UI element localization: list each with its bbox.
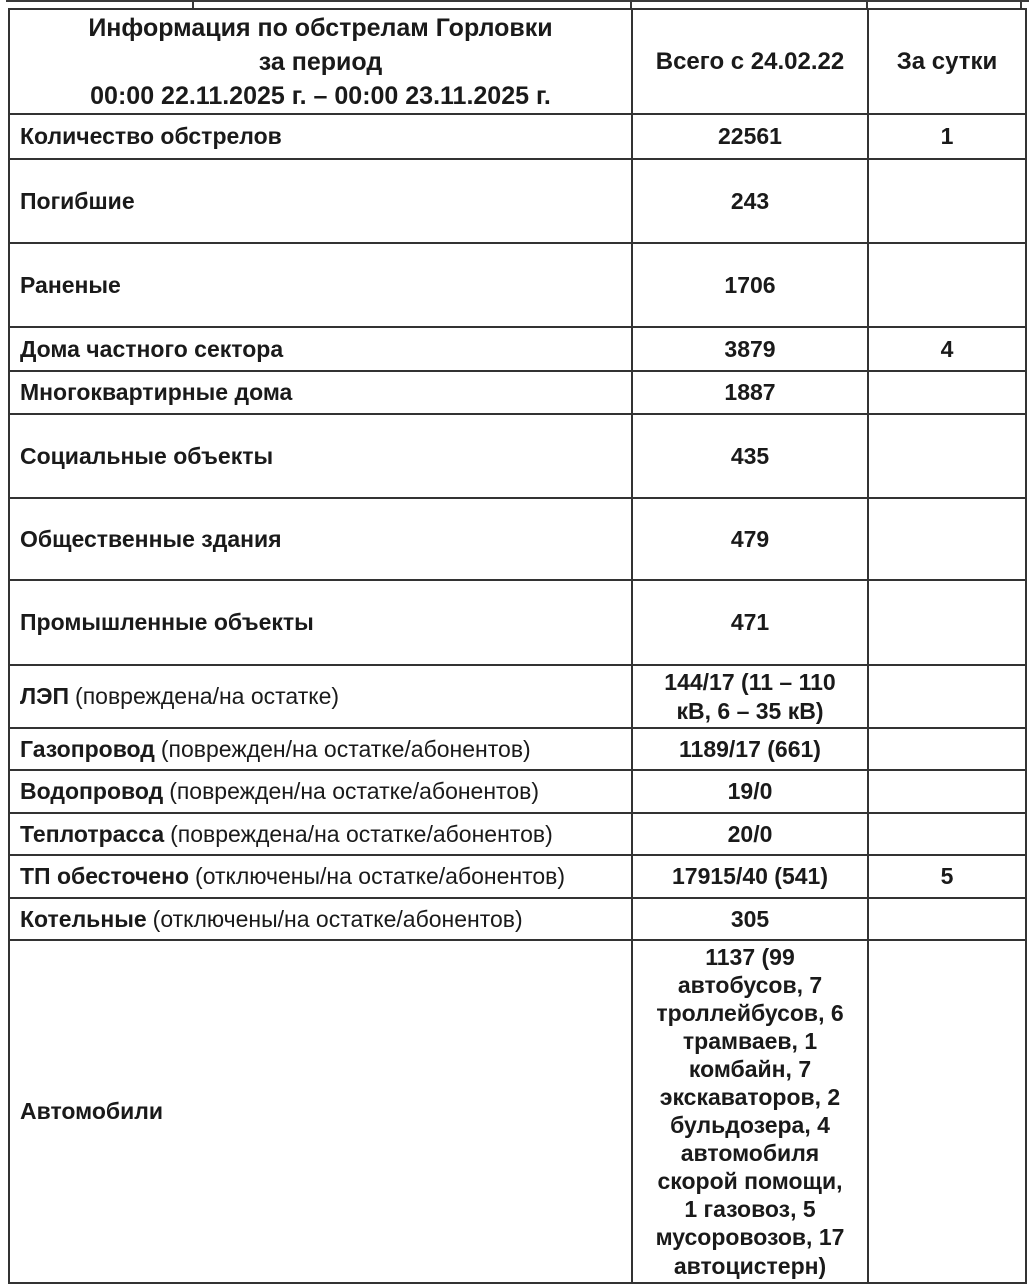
row-label: Раненые	[20, 271, 121, 298]
row-total-cell	[632, 159, 868, 243]
row-total-cell	[632, 371, 868, 414]
row-daily-cell	[868, 371, 1026, 414]
row-total-cell	[632, 813, 868, 855]
row-label: ТП обесточено	[20, 863, 190, 890]
row-daily-cell: 5	[868, 855, 1026, 898]
row-total-cell	[632, 728, 868, 770]
row-label: Количество обстрелов	[20, 123, 282, 150]
table-row	[9, 940, 1026, 1283]
cropped-gridline-stub	[630, 0, 632, 8]
table-body	[9, 114, 1026, 1283]
row-total-cell	[632, 498, 868, 580]
table-row	[9, 371, 1026, 414]
row-label: Котельные	[20, 905, 147, 932]
row-label-cell	[9, 940, 632, 1283]
row-daily-cell	[868, 580, 1026, 665]
table-row	[9, 159, 1026, 243]
row-label-cell	[9, 114, 632, 159]
row-label-note: (отключены/на остатке/абонентов)	[195, 863, 566, 890]
row-total-value: 144/17 (11 – 110 кВ, 6 – 35 кВ)	[664, 669, 836, 724]
row-label: Теплотрасса	[20, 820, 165, 847]
row-label-cell	[9, 243, 632, 327]
row-label-cell	[9, 580, 632, 665]
column-header-daily: За сутки	[868, 9, 1026, 114]
row-total-value: 17915/40 (541)	[671, 863, 828, 890]
row-total-value: 305	[730, 905, 770, 932]
row-total-cell	[632, 898, 868, 940]
row-label-cell	[9, 770, 632, 813]
row-label-cell	[9, 813, 632, 855]
row-daily-cell	[868, 414, 1026, 498]
row-total-cell	[632, 327, 868, 371]
row-total-value: 243	[730, 187, 770, 214]
row-total-cell	[632, 243, 868, 327]
table-row	[9, 498, 1026, 580]
table-row	[9, 414, 1026, 498]
row-total-value: 1887	[724, 379, 776, 406]
row-total-value: 19/0	[727, 778, 773, 805]
row-label-note: (повреждена/на остатке)	[75, 683, 340, 710]
row-daily-cell	[868, 940, 1026, 1283]
row-daily-cell	[868, 813, 1026, 855]
table-title-cell	[9, 9, 632, 114]
row-label: ЛЭП	[20, 683, 70, 710]
row-label: Общественные здания	[20, 525, 282, 552]
table-row	[9, 243, 1026, 327]
table-header	[9, 9, 1026, 114]
row-label-note: (отключены/на остатке/абонентов)	[152, 905, 523, 932]
row-total-value: 3879	[724, 335, 776, 362]
table-row	[9, 770, 1026, 813]
row-daily-cell	[868, 159, 1026, 243]
row-label-cell	[9, 498, 632, 580]
row-total-cell	[632, 414, 868, 498]
row-label-cell	[9, 665, 632, 728]
row-label: Погибшие	[20, 187, 135, 214]
row-label-cell	[9, 728, 632, 770]
row-daily-cell	[868, 498, 1026, 580]
row-daily-cell	[868, 728, 1026, 770]
row-total-cell	[632, 855, 868, 898]
table-row	[9, 855, 1026, 898]
cropped-gridline-stub	[192, 0, 194, 8]
table-row	[9, 728, 1026, 770]
cropped-row-bottom-border	[6, 0, 1029, 2]
header-row	[9, 9, 1026, 114]
row-label: Газопровод	[20, 735, 155, 762]
column-header-total: Всего с 24.02.22	[632, 9, 868, 114]
row-total-cell	[632, 114, 868, 159]
row-label-cell	[9, 414, 632, 498]
row-total-cell	[632, 665, 868, 728]
row-label: Промышленные объекты	[20, 609, 314, 636]
row-label-cell	[9, 855, 632, 898]
row-label: Дома частного сектора	[20, 335, 284, 362]
table-row	[9, 114, 1026, 159]
row-total-cell	[632, 580, 868, 665]
row-daily-cell	[868, 243, 1026, 327]
row-total-value: 479	[730, 525, 770, 552]
table-row	[9, 665, 1026, 728]
row-label-note: (повреждена/на остатке/абонентов)	[170, 820, 553, 847]
row-label-cell	[9, 159, 632, 243]
table-title-line-2: за период	[258, 47, 383, 76]
row-label-cell	[9, 898, 632, 940]
row-total-value: 435	[730, 442, 770, 469]
row-total-value: 1706	[724, 271, 776, 298]
row-daily-cell	[868, 898, 1026, 940]
row-label: Водопровод	[20, 778, 164, 805]
table-row	[9, 898, 1026, 940]
row-total-cell	[632, 940, 868, 1283]
table-title-line-1: Информация по обстрелам Горловки	[88, 13, 553, 42]
shelling-report-table-container	[8, 8, 1025, 1284]
row-total-cell	[632, 770, 868, 813]
row-daily-cell: 1	[868, 114, 1026, 159]
row-daily-cell	[868, 665, 1026, 728]
cropped-gridline-stub	[866, 0, 868, 8]
row-total-value: 471	[730, 609, 770, 636]
table-row	[9, 327, 1026, 371]
row-label-note: (поврежден/на остатке/абонентов)	[160, 735, 531, 762]
row-daily-cell: 4	[868, 327, 1026, 371]
table-row	[9, 580, 1026, 665]
row-label-cell	[9, 327, 632, 371]
row-total-value: 1189/17 (661)	[679, 735, 821, 762]
cropped-gridline-stub	[1020, 0, 1022, 8]
row-label-cell	[9, 371, 632, 414]
row-total-value: 20/0	[727, 820, 773, 847]
shelling-report-table	[8, 8, 1027, 1284]
table-title-line-3: 00:00 22.11.2025 г. – 00:00 23.11.2025 г.	[90, 81, 551, 110]
row-label: Автомобили	[20, 1097, 164, 1124]
table-row	[9, 813, 1026, 855]
row-label-note: (поврежден/на остатке/абонентов)	[169, 778, 539, 805]
row-total-value: 22561	[718, 123, 782, 150]
row-label: Социальные объекты	[20, 442, 274, 469]
row-label: Многоквартирные дома	[20, 379, 293, 406]
row-total-value: 1137 (99 автобусов, 7 троллейбусов, 6 трамваев, 1 комбайн, 7 экскаваторов, 2 бульдозера, 4 автомобиля скорой помощи, 1 газовоз, 5 мусоровозов, 17 автоцистерн)	[655, 944, 845, 1279]
row-daily-cell	[868, 770, 1026, 813]
